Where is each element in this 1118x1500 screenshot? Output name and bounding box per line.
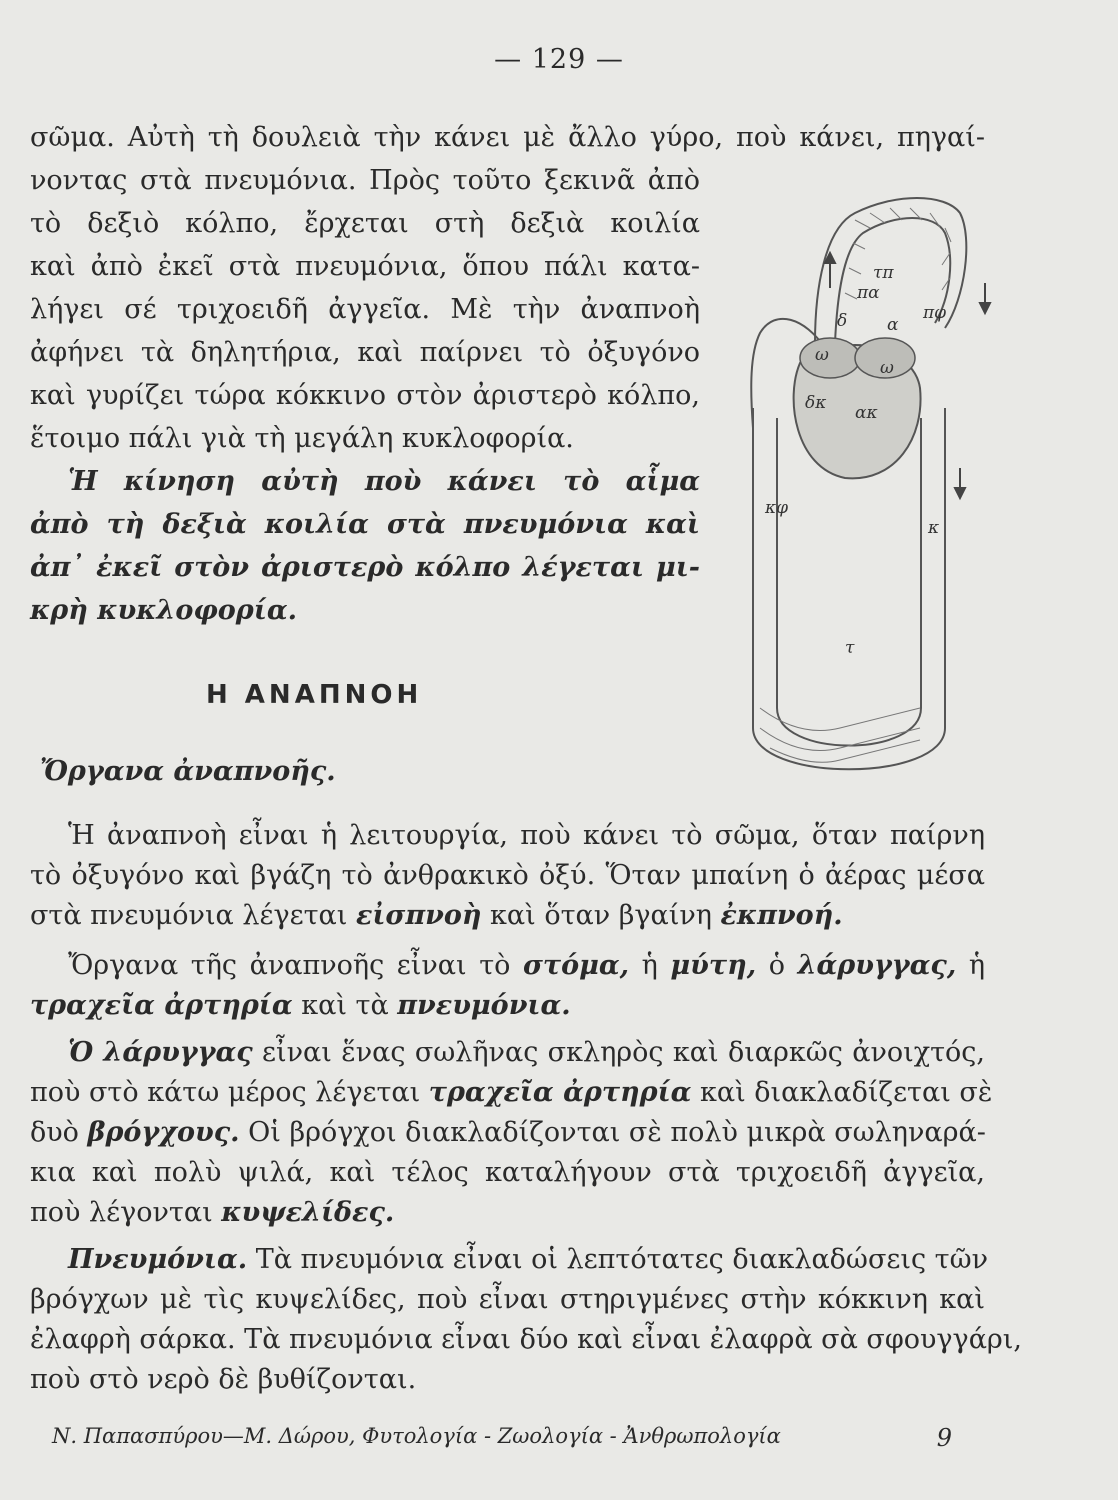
label-ak: ακ — [855, 403, 878, 423]
text-span: Ὄργανα τῆς ἀναπνοῆς εἶναι τὸ — [68, 950, 523, 981]
footer-citation: Ν. Παπασπύρου—Μ. Δώρου, Φυτολογία - Ζωολογία - Ἀνθρωπολογία — [52, 1424, 781, 1448]
label-pa: πα — [857, 283, 880, 303]
term-inhalation: εἰσπνοὴ — [355, 900, 482, 931]
term-larynx: λάρυγγας, — [797, 950, 957, 981]
text-line — [30, 898, 843, 934]
term-lungs: πνευμόνια. — [397, 990, 571, 1021]
text-line — [30, 1075, 993, 1111]
text-line: κια καὶ πολὺ ψιλά, καὶ τέλος καταλήγουν στὰ τριχοειδῆ ἀγγεῖα, — [30, 1157, 985, 1188]
text-line: ἕτοιμο πάλι γιὰ τὴ μεγάλη κυκλοφορία. — [30, 423, 574, 454]
text-line — [30, 1242, 989, 1278]
label-tp: τπ — [873, 263, 894, 283]
text-line: ποὺ στὸ νερὸ δὲ βυθίζονται. — [30, 1364, 417, 1395]
text-span: Οἱ βρόγχοι διακλαδίζονται σὲ πολὺ μικρὰ σωληναρά- — [239, 1117, 986, 1148]
text-line: σῶμα. Αὐτὴ τὴ δουλειὰ τὴν κάνει μὲ ἄλλο γύρο, ποὺ κάνει, πηγαί- — [30, 122, 985, 153]
label-w2: ω — [880, 358, 894, 378]
term-bronchi: βρόγχους. — [87, 1117, 240, 1148]
term-nose: μύτη, — [670, 950, 757, 981]
signature-number: 9 — [936, 1424, 952, 1452]
subsection-heading: Ὄργανα ἀναπνοῆς. — [40, 756, 336, 787]
text-line — [30, 1195, 394, 1231]
text-span: ποὺ στὸ κάτω μέρος λέγεται — [30, 1077, 429, 1108]
arrow-head-down — [980, 303, 990, 313]
text-span: στὰ πνευμόνια λέγεται — [30, 900, 356, 931]
text-span: εἶναι ἕνας σωλῆνας σκληρὸς καὶ διαρκῶς ἀνοιχτός, — [252, 1037, 986, 1068]
label-pf: πφ — [923, 303, 947, 323]
term-exhalation: ἐκπνοή. — [720, 900, 843, 931]
circulation-diagram — [745, 168, 1010, 798]
text-line: λήγει σέ τριχοειδῆ ἀγγεῖα. Μὲ τὴν ἀναπνοὴ — [30, 294, 700, 325]
text-span: ἡ — [956, 950, 986, 981]
text-span: δυὸ — [30, 1117, 88, 1148]
text-line: βρόγχων μὲ τὶς κυψελίδες, ποὺ εἶναι στηριγμένες στὴν κόκκινη καὶ — [30, 1284, 985, 1315]
definition-line: ἀπὸ τὴ δεξιὰ κοιλία στὰ πνευμόνια καὶ — [30, 509, 700, 540]
text-line: τὸ δεξιὸ κόλπο, ἔρχεται στὴ δεξιὰ κοιλία — [30, 208, 700, 239]
term-trachea: τραχεῖα ἀρτηρία — [428, 1077, 692, 1108]
label-k: κ — [928, 518, 940, 538]
text-span: ἡ — [629, 950, 671, 981]
term-larynx: Ὁ λάρυγγας — [68, 1037, 253, 1068]
definition-line: Ἡ κίνηση αὐτὴ ποὺ κάνει τὸ αἷμα — [68, 466, 700, 497]
capillary-network — [760, 208, 951, 762]
label-t: τ — [845, 638, 855, 658]
page-number: — 129 — — [494, 44, 624, 75]
label-d: δ — [837, 311, 848, 331]
text-span: ποὺ λέγονται — [30, 1197, 222, 1228]
term-alveoli: κυψελίδες. — [221, 1197, 395, 1228]
label-kf: κφ — [765, 498, 789, 518]
text-line: καὶ γυρίζει τώρα κόκκινο στὸν ἀριστερὸ κόλπο, — [30, 380, 700, 411]
text-line — [30, 988, 571, 1024]
text-line: ἐλαφρὴ σάρκα. Τὰ πνευμόνια εἶναι δύο καὶ εἶναι ἐλαφρὰ σὰ σφουγγάρι, — [30, 1324, 1022, 1355]
text-span: Τὰ πνευμόνια εἶναι οἱ λεπτότατες διακλαδώσεις τῶν — [247, 1244, 989, 1275]
text-span: ὁ — [756, 950, 798, 981]
heart-atrium-right — [800, 338, 860, 378]
circulation-diagram-svg — [745, 168, 1010, 798]
text-line: καὶ ἀπὸ ἐκεῖ στὰ πνευμόνια, ὅπου πάλι κατα- — [30, 251, 700, 282]
text-span: καὶ διακλαδίζεται σὲ — [691, 1077, 993, 1108]
definition-line: ἀπ᾿ ἐκεῖ στὸν ἀριστερὸ κόλπο λέγεται μι- — [30, 552, 700, 583]
page-footer — [52, 1424, 952, 1452]
text-line: ἀφήνει τὰ δηλητήρια, καὶ παίρνει τὸ ὀξυγόνο — [30, 337, 700, 368]
text-line — [30, 948, 985, 984]
term-mouth: στόμα, — [523, 950, 630, 981]
text-line: Ἡ ἀναπνοὴ εἶναι ἡ λειτουργία, ποὺ κάνει τὸ σῶμα, ὅταν παίρνη — [68, 820, 985, 851]
term-trachea: τραχεῖα ἀρτηρία — [30, 990, 293, 1021]
text-line — [30, 1115, 985, 1151]
label-a: α — [887, 315, 899, 335]
text-span: καὶ ὅταν βγαίνη — [481, 900, 721, 931]
section-heading: Η ΑΝΑΠΝΟΗ — [206, 680, 423, 710]
text-span: καὶ τὰ — [292, 990, 398, 1021]
term-lungs: Πνευμόνια. — [68, 1244, 248, 1275]
text-line: νοντας στὰ πνευμόνια. Πρὸς τοῦτο ξεκινᾶ ἀπὸ — [30, 165, 700, 196]
label-dk: δκ — [805, 393, 827, 413]
definition-line: κρὴ κυκλοφορία. — [30, 595, 298, 626]
label-w1: ω — [815, 345, 829, 365]
arrow-head-down-right — [955, 488, 965, 498]
text-line: τὸ ὀξυγόνο καὶ βγάζη τὸ ἀνθρακικὸ ὀξύ. Ὅταν μπαίνη ὁ ἀέρας μέσα — [30, 860, 985, 891]
text-line — [30, 1035, 985, 1071]
